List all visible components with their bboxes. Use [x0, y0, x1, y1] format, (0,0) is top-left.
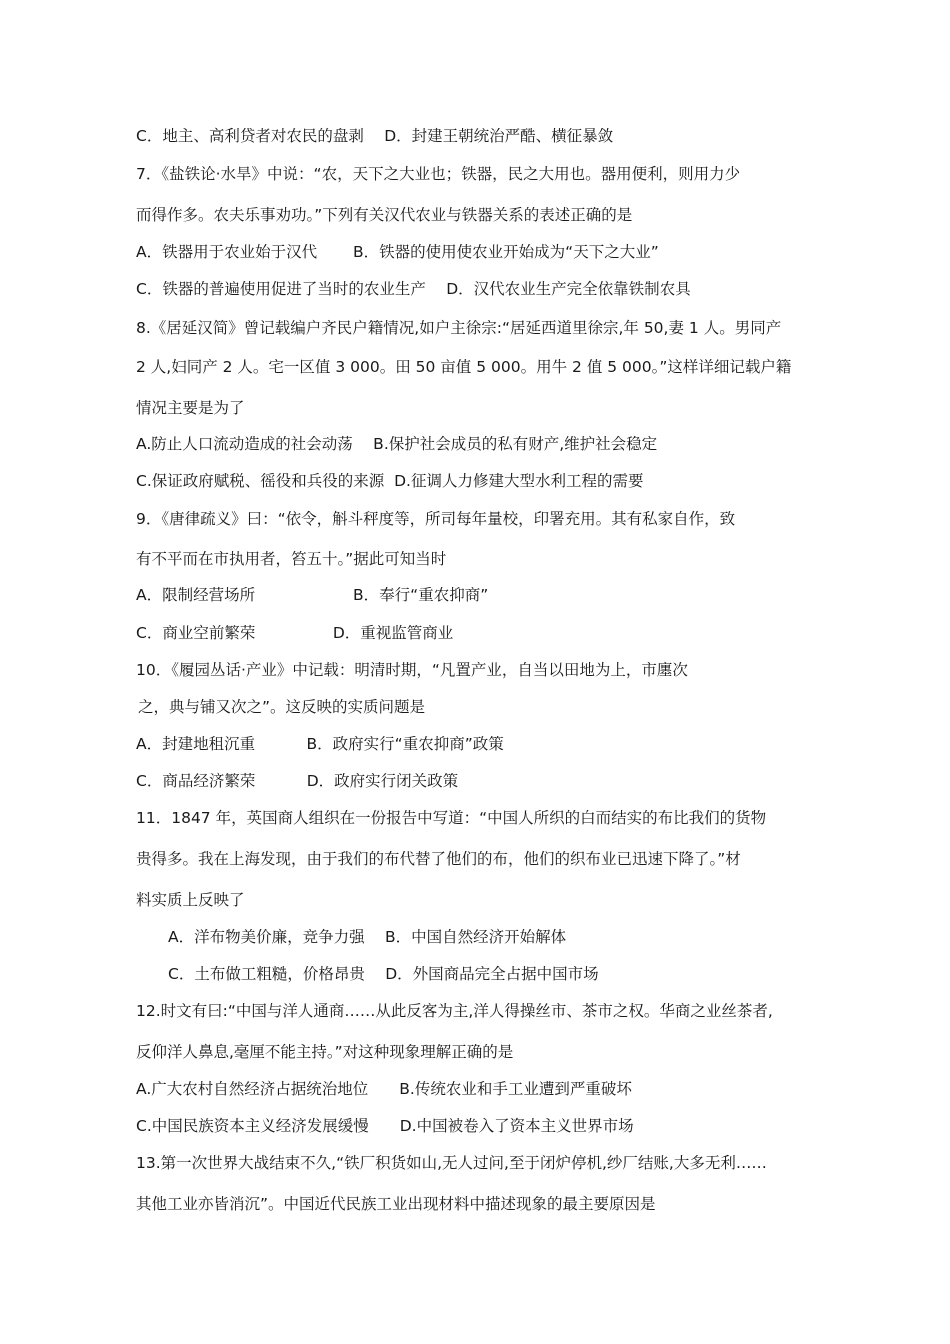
option-line: C．土布做工粗糙，价格昂贵 D．外国商品完全占据中国市场 [168, 965, 599, 983]
option-line: A．洋布物美价廉，竞争力强 B．中国自然经济开始解体 [168, 928, 567, 946]
option-line: A．限制经营场所 B．奉行“重农抑商” [136, 586, 489, 604]
option-line: C.保证政府赋税、徭役和兵役的来源 D.征调人力修建大型水利工程的需要 [136, 472, 644, 490]
option-line: C．商业空前繁荣 D．重视监管商业 [136, 624, 454, 642]
option-line: C.中国民族资本主义经济发展缓慢 D.中国被卷入了资本主义世界市场 [136, 1117, 634, 1135]
text-line: 反仰洋人鼻息,毫厘不能主持。”对这种现象理解正确的是 [136, 1043, 514, 1061]
question-12-stem: 12.时文有曰:“中国与洋人通商……从此反客为主,洋人得操丝市、茶市之权。华商之业丝茶者, [136, 1002, 773, 1020]
option-line: C．商品经济繁荣 D．政府实行闭关政策 [136, 772, 459, 790]
option-line: A.防止人口流动造成的社会动荡 B.保护社会成员的私有财产,维护社会稳定 [136, 435, 658, 453]
text-line: 其他工业亦皆消沉”。中国近代民族工业出现材料中描述现象的最主要原因是 [136, 1195, 656, 1213]
text-line: 贵得多。我在上海发现，由于我们的布代替了他们的布，他们的织布业已迅速下降了。”材 [136, 850, 741, 868]
question-13-stem: 13.第一次世界大战结束不久,“铁厂积货如山,无人过问,至于闭炉停机,纱厂结账,大多无利…… [136, 1154, 767, 1172]
text-line: 2 人,妇同产 2 人。宅一区值 3 000。田 50 亩值 5 000。用牛 2 值 5 000。”这样详细记载户籍 [136, 358, 792, 376]
text-line: 有不平而在市执用者，笞五十。”据此可知当时 [136, 550, 447, 568]
question-8-stem: 8.《居延汉简》曾记载编户齐民户籍情况,如户主徐宗:“居延西道里徐宗,年 50,妻 1 人。男同产 [136, 319, 782, 337]
option-line: C．铁器的普遍使用促进了当时的农业生产 D．汉代农业生产完全依靠铁制农具 [136, 280, 691, 298]
question-7-stem: 7．《盐铁论·水旱》中说：“农，天下之大业也；铁器，民之大用也。器用便利，则用力少 [136, 165, 741, 183]
text-line: 而得作多。农夫乐事劝功。”下列有关汉代农业与铁器关系的表述正确的是 [136, 206, 633, 224]
question-11-stem: 11．1847 年，英国商人组织在一份报告中写道：“中国人所织的白而结实的布比我们的货物 [136, 809, 767, 827]
option-line: A.广大农村自然经济占据统治地位 B.传统农业和手工业遭到严重破坏 [136, 1080, 632, 1098]
option-line: A．封建地租沉重 B．政府实行“重农抑商”政策 [136, 735, 504, 753]
text-line: 料实质上反映了 [136, 891, 245, 909]
option-line: A．铁器用于农业始于汉代 B．铁器的使用使农业开始成为“天下之大业” [136, 243, 659, 261]
question-9-stem: 9．《唐律疏义》曰：“依令，斛斗秤度等，所司每年量校，印署充用。其有私家自作，致 [136, 510, 736, 528]
text-line: C．地主、高利贷者对农民的盘剥 D．封建王朝统治严酷、横征暴敛 [136, 127, 614, 145]
question-10-stem: 10．《履园丛话·产业》中记载：明清时期，“凡置产业，自当以田地为上，市廛次 [136, 661, 688, 679]
text-line: 情况主要是为了 [136, 399, 245, 417]
text-line: 之，典与铺又次之”。这反映的实质问题是 [138, 698, 426, 716]
